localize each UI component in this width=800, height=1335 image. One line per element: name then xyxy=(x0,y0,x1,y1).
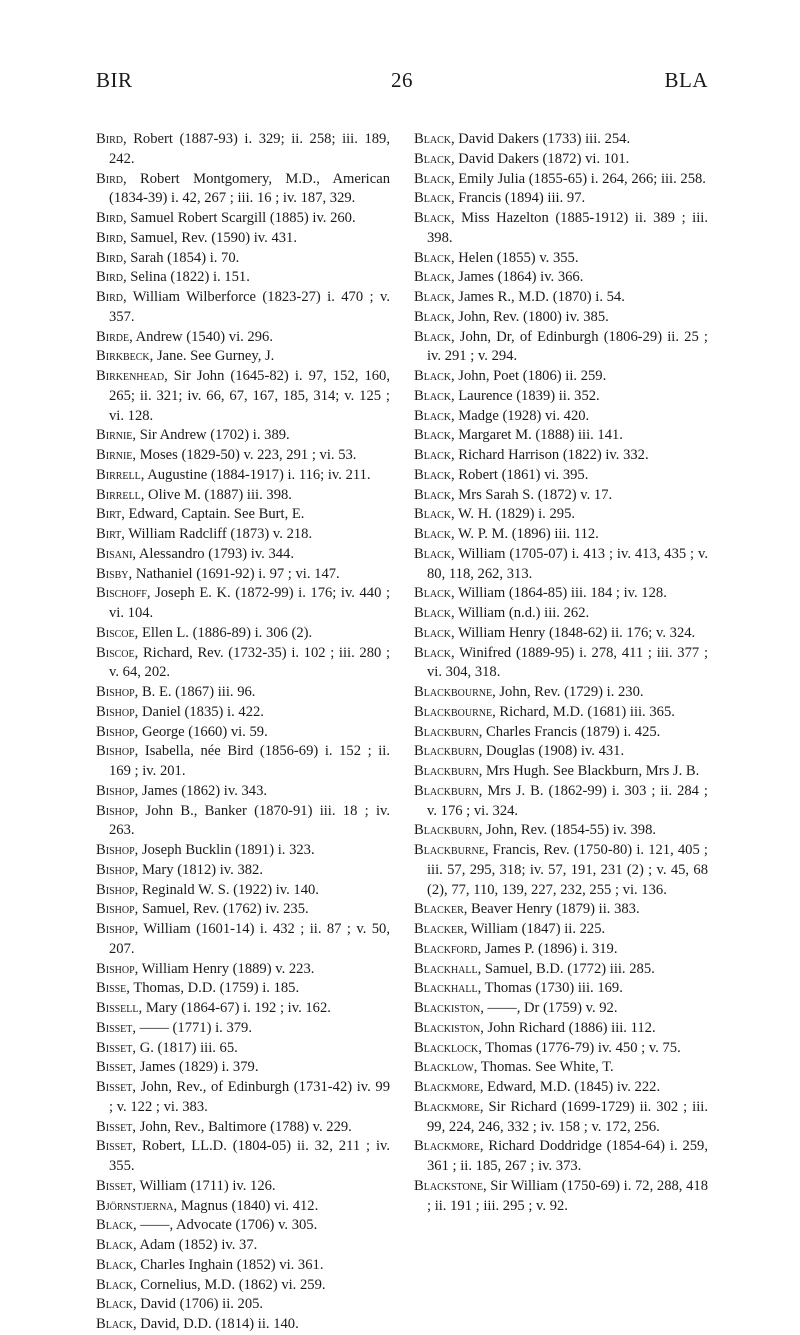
entry-surname: Blackmore xyxy=(414,1079,480,1095)
index-entry xyxy=(414,900,708,920)
entry-surname: Birkenhead xyxy=(96,368,165,384)
entry-details: , William (n.d.) iii. 262. xyxy=(450,605,590,621)
entry-surname: Blackbourne xyxy=(414,684,493,700)
entry-surname: Bishop xyxy=(96,684,135,700)
index-entry xyxy=(414,426,708,446)
entry-details: , Samuel, B.D. (1772) iii. 285. xyxy=(477,960,655,977)
entry-surname: Black xyxy=(414,269,451,286)
entry-details: , David Dakers (1872) vi. 101. xyxy=(450,150,630,167)
entry-surname: Black xyxy=(96,1296,133,1313)
entry-details: , B. E. (1867) iii. 96. xyxy=(134,684,256,700)
entry-details: , Francis (1894) iii. 97. xyxy=(450,190,586,207)
entry-details: , John, Rev. (1854-55) iv. 398. xyxy=(478,822,657,839)
entry-details: , Charles Inghain (1852) vi. 361. xyxy=(132,1256,324,1273)
entry-surname: Blackford xyxy=(414,940,478,957)
index-entry xyxy=(96,1315,390,1335)
index-entry xyxy=(96,999,390,1019)
index-entry xyxy=(414,466,708,486)
index-entry xyxy=(414,1039,708,1059)
entry-surname: Black xyxy=(414,545,451,562)
index-entry xyxy=(96,565,390,585)
entry-details: , Robert Montgomery, M.D., American (1834-39) i. 42, 267 ; iii. 16 ; iv. 187, 329. xyxy=(109,170,390,207)
entry-details: , Andrew (1540) vi. 296. xyxy=(129,328,273,345)
entry-surname: Black xyxy=(414,387,451,404)
page-number: 26 xyxy=(391,68,413,92)
entry-surname: Bissell xyxy=(96,1000,139,1016)
index-entry xyxy=(96,841,390,861)
index-entry xyxy=(96,1058,390,1078)
entry-surname: Black xyxy=(414,131,451,147)
entry-surname: Bishop xyxy=(96,901,135,918)
entry-details: , Thomas (1730) iii. 169. xyxy=(477,980,623,997)
index-entry xyxy=(96,1078,390,1118)
index-entry xyxy=(414,940,708,960)
index-entry xyxy=(414,545,708,585)
entry-details: , Robert, LL.D. (1804-05) ii. 32, 211 ; iv. 355. xyxy=(109,1138,390,1174)
entry-surname: Black xyxy=(414,407,451,424)
index-entry xyxy=(96,367,390,426)
entry-surname: Bisse xyxy=(96,980,127,997)
entry-surname: Blacklow xyxy=(414,1059,474,1076)
entry-surname: Blackburne xyxy=(414,842,485,858)
index-entry xyxy=(96,920,390,960)
entry-surname: Bird xyxy=(96,170,123,187)
index-entry xyxy=(414,446,708,466)
entry-surname: Blackmore xyxy=(414,1138,480,1155)
entry-details: , Sir Richard (1699-1729) ii. 302 ; iii. 99, 224, 246, 332 ; iv. 158 ; v. 172, 256. xyxy=(427,1098,708,1135)
entry-surname: Black xyxy=(414,506,451,523)
entry-details: , John B., Banker (1870-91) iii. 18 ; iv. 263. xyxy=(109,802,390,839)
index-entry xyxy=(96,1236,390,1256)
entry-details: , William (1711) iv. 126. xyxy=(132,1177,276,1194)
index-entry xyxy=(414,624,708,644)
entry-details: , W. H. (1829) i. 295. xyxy=(450,506,576,523)
entry-details: , Sir Andrew (1702) i. 389. xyxy=(132,427,290,444)
entry-details: , David, D.D. (1814) ii. 140. xyxy=(132,1316,299,1332)
index-entry xyxy=(414,683,708,703)
entry-surname: Blackburn xyxy=(414,723,479,740)
entry-details: , Isabella, née Bird (1856-69) i. 152 ; ii. 169 ; iv. 201. xyxy=(109,743,390,779)
index-entry xyxy=(414,1177,708,1217)
entry-surname: Black xyxy=(96,1276,133,1293)
entry-details: , G. (1817) iii. 65. xyxy=(132,1039,238,1056)
index-entry xyxy=(96,229,390,249)
entry-details: , Charles Francis (1879) i. 425. xyxy=(478,723,661,740)
entry-surname: Black xyxy=(414,644,451,661)
entry-surname: Blackiston xyxy=(414,1000,481,1016)
entry-details: , Selina (1822) i. 151. xyxy=(122,269,250,286)
entry-details: , W. P. M. (1896) iii. 112. xyxy=(450,526,599,542)
index-entry xyxy=(414,960,708,980)
entry-surname: Bird xyxy=(96,229,123,246)
entry-details: , David (1706) ii. 205. xyxy=(132,1296,264,1313)
index-entry xyxy=(96,328,390,348)
index-entry xyxy=(96,861,390,881)
index-entry xyxy=(96,545,390,565)
entry-surname: Blackburn xyxy=(414,782,479,799)
index-entry xyxy=(414,742,708,762)
entry-details: , James P. (1896) i. 319. xyxy=(477,940,618,957)
entry-details: , Beaver Henry (1879) ii. 383. xyxy=(463,901,640,918)
entry-surname: Blackbourne xyxy=(414,703,493,720)
entry-details: , Edward, Captain. See Burt, E. xyxy=(121,506,305,523)
entry-surname: Black xyxy=(414,486,451,503)
entry-surname: Black xyxy=(414,427,451,444)
entry-surname: Bisset xyxy=(96,1079,133,1095)
entry-details: , Sir John (1645-82) i. 97, 152, 160, 265; ii. 321; iv. 66, 67, 167, 185, 314; v. 125 ; vi. 128. xyxy=(109,368,390,424)
entry-details: , Daniel (1835) i. 422. xyxy=(134,703,264,720)
index-entry xyxy=(414,268,708,288)
header-range-end: BLA xyxy=(664,68,708,92)
entry-details: , William Wilberforce (1823-27) i. 470 ; v. 357. xyxy=(109,289,390,325)
entry-details: , ——, Dr (1759) v. 92. xyxy=(480,1000,618,1016)
entry-details: , Reginald W. S. (1922) iv. 140. xyxy=(134,881,319,898)
index-entry xyxy=(414,1058,708,1078)
entry-surname: Bird xyxy=(96,210,123,226)
index-entry xyxy=(96,249,390,269)
entry-details: , Winifred (1889-95) i. 278, 411 ; iii. 377 ; vi. 304, 318. xyxy=(427,644,708,681)
entry-surname: Bisset xyxy=(96,1177,133,1194)
entry-surname: Black xyxy=(414,170,451,187)
entry-details: , William (1864-85) iii. 184 ; iv. 128. xyxy=(450,585,667,602)
index-entry xyxy=(414,782,708,822)
index-entry xyxy=(96,1039,390,1059)
index-entry xyxy=(414,644,708,684)
entry-surname: Bishop xyxy=(96,921,135,937)
entry-details: , Mrs Hugh. See Blackburn, Mrs J. B. xyxy=(478,763,700,779)
entry-surname: Bishop xyxy=(96,703,135,720)
entry-details: , James (1864) iv. 366. xyxy=(450,269,584,286)
index-entry xyxy=(96,584,390,624)
entry-surname: Black xyxy=(414,585,451,602)
index-entry xyxy=(96,1216,390,1236)
index-entry xyxy=(414,584,708,604)
index-entry xyxy=(96,288,390,328)
index-entry xyxy=(96,486,390,506)
entry-details: , William (1705-07) i. 413 ; iv. 413, 435 ; v. 80, 118, 262, 313. xyxy=(427,545,708,582)
entry-surname: Bird xyxy=(96,289,123,305)
entry-details: , Alessandro (1793) iv. 344. xyxy=(132,545,294,562)
entry-surname: Bisset xyxy=(96,1138,133,1155)
entry-surname: Black xyxy=(414,605,451,621)
entry-surname: Black xyxy=(414,328,451,345)
index-entry xyxy=(414,130,708,150)
entry-surname: Bishop xyxy=(96,861,135,878)
index-entry xyxy=(96,1137,390,1177)
entry-details: , Cornelius, M.D. (1862) vi. 259. xyxy=(132,1276,326,1293)
index-entry xyxy=(414,367,708,387)
entry-details: , Robert (1887-93) i. 329; ii. 258; iii. 189, 242. xyxy=(109,131,390,167)
entry-details: , Jane. See Gurney, J. xyxy=(149,348,275,365)
entry-details: , Richard, M.D. (1681) iii. 365. xyxy=(492,703,675,720)
entry-details: , David Dakers (1733) iii. 254. xyxy=(450,131,631,147)
entry-details: , Olive M. (1887) iii. 398. xyxy=(140,486,292,503)
entry-surname: Bishop xyxy=(96,802,135,819)
index-entry xyxy=(96,900,390,920)
entry-surname: Bischoff xyxy=(96,585,147,602)
index-entry xyxy=(414,328,708,368)
entry-details: , Mary (1864-67) i. 192 ; iv. 162. xyxy=(138,1000,331,1016)
index-entry xyxy=(96,624,390,644)
entry-surname: Black xyxy=(414,526,451,542)
entry-surname: Bisset xyxy=(96,1059,133,1076)
entry-details: , Mrs J. B. (1862-99) i. 303 ; ii. 284 ; v. 176 ; vi. 324. xyxy=(427,782,708,819)
entry-details: , Samuel Robert Scargill (1885) iv. 260. xyxy=(122,210,356,226)
index-entry xyxy=(96,525,390,545)
index-entry xyxy=(96,446,390,466)
entry-surname: Black xyxy=(96,1217,133,1234)
entry-details: , Francis, Rev. (1750-80) i. 121, 405 ; iii. 57, 295, 318; iv. 57, 191, 231 (2) ; v. 45, 68 (2), 77, 110, 139, 227, 232, 255 ; vi. 136. xyxy=(427,842,708,898)
index-entry xyxy=(96,1019,390,1039)
index-entry xyxy=(414,979,708,999)
index-entry xyxy=(414,486,708,506)
index-entry xyxy=(414,209,708,249)
entry-details: , Douglas (1908) iv. 431. xyxy=(478,743,625,760)
entry-details: , Edward, M.D. (1845) iv. 222. xyxy=(479,1079,661,1095)
entry-details: , John, Dr, of Edinburgh (1806-29) ii. 25 ; iv. 291 ; v. 294. xyxy=(427,328,708,365)
index-entry xyxy=(96,347,390,367)
entry-surname: Blackstone xyxy=(414,1177,483,1194)
index-entry xyxy=(96,268,390,288)
index-entry xyxy=(414,841,708,900)
index-entry xyxy=(96,466,390,486)
entry-details: , William (1601-14) i. 432 ; ii. 87 ; v. 50, 207. xyxy=(109,921,390,957)
index-entry xyxy=(96,979,390,999)
entry-surname: Bisby xyxy=(96,565,129,582)
entry-surname: Black xyxy=(414,289,451,305)
index-entry xyxy=(414,920,708,940)
entry-surname: Black xyxy=(414,150,451,167)
entry-surname: Björnstjerna xyxy=(96,1197,174,1214)
index-entry xyxy=(96,130,390,170)
entry-details: , Moses (1829-50) v. 223, 291 ; vi. 53. xyxy=(132,447,357,463)
entry-surname: Bisani xyxy=(96,545,133,562)
entry-surname: Black xyxy=(414,624,451,641)
entry-surname: Bird xyxy=(96,131,123,147)
index-entry xyxy=(414,762,708,782)
index-entry xyxy=(414,1019,708,1039)
entry-surname: Blackhall xyxy=(414,980,478,997)
index-entry xyxy=(414,387,708,407)
entry-surname: Black xyxy=(414,447,451,463)
index-entry xyxy=(96,782,390,802)
entry-surname: Blackburn xyxy=(414,763,479,779)
entry-surname: Black xyxy=(96,1256,133,1273)
entry-surname: Bisset xyxy=(96,1039,133,1056)
index-entry xyxy=(96,703,390,723)
entry-surname: Blackmore xyxy=(414,1098,480,1115)
entry-surname: Bisset xyxy=(96,1019,133,1036)
index-entry xyxy=(96,881,390,901)
entry-details: , James (1862) iv. 343. xyxy=(134,782,268,799)
entry-details: , Sir William (1750-69) i. 72, 288, 418 ; ii. 191 ; iii. 295 ; v. 92. xyxy=(427,1177,708,1214)
index-entry xyxy=(414,1078,708,1098)
entry-surname: Birkbeck xyxy=(96,348,150,365)
index-entry xyxy=(96,683,390,703)
entry-details: , John, Rev. (1729) i. 230. xyxy=(492,684,644,700)
entry-surname: Black xyxy=(96,1316,133,1332)
entry-details: , John, Rev., Baltimore (1788) v. 229. xyxy=(132,1118,352,1135)
entry-surname: Birt xyxy=(96,506,122,523)
entry-surname: Birde xyxy=(96,328,130,345)
index-entry xyxy=(96,802,390,842)
index-entry xyxy=(414,525,708,545)
entry-details: , Ellen L. (1886-89) i. 306 (2). xyxy=(134,624,313,641)
entry-surname: Black xyxy=(414,308,451,325)
entry-details: , Sarah (1854) i. 70. xyxy=(122,249,240,266)
index-entry xyxy=(414,308,708,328)
entry-details: , William Radcliff (1873) v. 218. xyxy=(121,526,313,542)
entry-details: , Emily Julia (1855-65) i. 264, 266; iii. 258. xyxy=(450,170,706,187)
index-entry xyxy=(414,1137,708,1177)
index-entry xyxy=(96,170,390,210)
entry-details: , Thomas, D.D. (1759) i. 185. xyxy=(126,980,300,997)
index-entry xyxy=(414,288,708,308)
index-entry xyxy=(96,960,390,980)
index-entry xyxy=(96,1177,390,1197)
entry-surname: Blackhall xyxy=(414,960,478,977)
entry-details: , Joseph Bucklin (1891) i. 323. xyxy=(134,842,315,858)
entry-surname: Bisset xyxy=(96,1118,133,1135)
entry-surname: Biscoe xyxy=(96,624,135,641)
entry-details: , Mary (1812) iv. 382. xyxy=(134,861,263,878)
index-entry xyxy=(414,723,708,743)
entry-details: , James (1829) i. 379. xyxy=(132,1059,259,1076)
entry-details: , Adam (1852) iv. 37. xyxy=(132,1237,258,1253)
index-entry xyxy=(96,1276,390,1296)
entry-details: , William Henry (1889) v. 223. xyxy=(134,960,315,977)
entry-surname: Birt xyxy=(96,526,122,542)
index-entry xyxy=(414,407,708,427)
entry-surname: Bird xyxy=(96,269,123,286)
index-entry xyxy=(414,999,708,1019)
index-entry xyxy=(414,150,708,170)
entry-details: , William (1847) ii. 225. xyxy=(463,921,606,937)
entry-details: , William Henry (1848-62) ii. 176; v. 324. xyxy=(450,624,696,641)
index-entry xyxy=(414,703,708,723)
entry-details: , Nathaniel (1691-92) i. 97 ; vi. 147. xyxy=(128,565,340,582)
entry-surname: Black xyxy=(414,190,451,207)
entry-details: , Richard, Rev. (1732-35) i. 102 ; iii. 280 ; v. 64, 202. xyxy=(109,644,390,681)
index-entry xyxy=(96,1197,390,1217)
entry-surname: Black xyxy=(414,210,451,226)
entry-details: , Joseph E. K. (1872-99) i. 176; iv. 440 ; vi. 104. xyxy=(109,585,390,621)
entry-surname: Biscoe xyxy=(96,644,135,661)
entry-details: , Richard Harrison (1822) iv. 332. xyxy=(450,447,649,463)
index-column-right xyxy=(414,130,708,1216)
entry-surname: Bishop xyxy=(96,723,135,740)
entry-surname: Blacklock xyxy=(414,1039,479,1056)
entry-details: , Magnus (1840) vi. 412. xyxy=(173,1197,319,1214)
entry-surname: Black xyxy=(96,1237,133,1253)
entry-surname: Birnie xyxy=(96,447,133,463)
entry-surname: Bird xyxy=(96,249,123,266)
index-entry xyxy=(414,170,708,190)
entry-details: , Miss Hazelton (1885-1912) ii. 389 ; iii. 398. xyxy=(427,210,708,246)
entry-details: , Robert (1861) vi. 395. xyxy=(450,466,589,483)
entry-details: , —— (1771) i. 379. xyxy=(132,1019,252,1036)
entry-details: , Madge (1928) vi. 420. xyxy=(450,407,590,424)
index-column-left xyxy=(96,130,390,1335)
entry-details: , Margaret M. (1888) iii. 141. xyxy=(450,427,623,444)
index-entry xyxy=(96,209,390,229)
entry-surname: Birnie xyxy=(96,427,133,444)
entry-surname: Bishop xyxy=(96,842,135,858)
entry-details: , Mrs Sarah S. (1872) v. 17. xyxy=(450,486,613,503)
entry-details: , John, Rev. (1800) iv. 385. xyxy=(450,308,609,325)
entry-surname: Bishop xyxy=(96,743,135,760)
entry-details: , John, Poet (1806) ii. 259. xyxy=(450,368,607,384)
entry-details: , ——, Advocate (1706) v. 305. xyxy=(132,1217,318,1234)
entry-surname: Blacker xyxy=(414,901,464,918)
entry-surname: Black xyxy=(414,466,451,483)
entry-details: , Helen (1855) v. 355. xyxy=(450,249,579,266)
entry-surname: Birrell xyxy=(96,486,141,503)
index-entry xyxy=(96,505,390,525)
index-entry xyxy=(414,821,708,841)
entry-surname: Bishop xyxy=(96,960,135,977)
entry-surname: Bishop xyxy=(96,881,135,898)
index-entry xyxy=(414,249,708,269)
entry-details: , Thomas. See White, T. xyxy=(473,1059,614,1076)
entry-details: , Augustine (1884-1917) i. 116; iv. 211. xyxy=(140,466,371,483)
entry-details: , Thomas (1776-79) iv. 450 ; v. 75. xyxy=(478,1039,681,1056)
index-entry xyxy=(96,1295,390,1315)
index-entry xyxy=(414,1098,708,1138)
index-entry xyxy=(96,723,390,743)
entry-details: , James R., M.D. (1870) i. 54. xyxy=(450,289,625,305)
index-entry xyxy=(414,505,708,525)
entry-details: , Richard Doddridge (1854-64) i. 259, 361 ; ii. 185, 267 ; iv. 373. xyxy=(427,1138,708,1174)
index-entry xyxy=(96,644,390,684)
index-entry xyxy=(96,742,390,782)
entry-details: , John Richard (1886) iii. 112. xyxy=(480,1019,656,1036)
header-range-start: BIR xyxy=(96,68,133,92)
entry-details: , George (1660) vi. 59. xyxy=(134,723,268,740)
page-header xyxy=(96,68,708,100)
index-entry xyxy=(96,426,390,446)
entry-surname: Black xyxy=(414,249,451,266)
entry-surname: Bishop xyxy=(96,782,135,799)
entry-surname: Blackburn xyxy=(414,743,479,760)
index-entry xyxy=(414,604,708,624)
entry-surname: Blackiston xyxy=(414,1019,481,1036)
entry-details: , John, Rev., of Edinburgh (1731-42) iv. 99 ; v. 122 ; vi. 383. xyxy=(109,1079,390,1115)
entry-surname: Blackburn xyxy=(414,822,479,839)
entry-surname: Blacker xyxy=(414,921,464,937)
entry-details: , Laurence (1839) ii. 352. xyxy=(450,387,600,404)
entry-surname: Black xyxy=(414,368,451,384)
entry-details: , Samuel, Rev. (1590) iv. 431. xyxy=(122,229,297,246)
entry-details: , Samuel, Rev. (1762) iv. 235. xyxy=(134,901,309,918)
index-entry xyxy=(96,1118,390,1138)
entry-surname: Birrell xyxy=(96,466,141,483)
index-entry xyxy=(414,189,708,209)
